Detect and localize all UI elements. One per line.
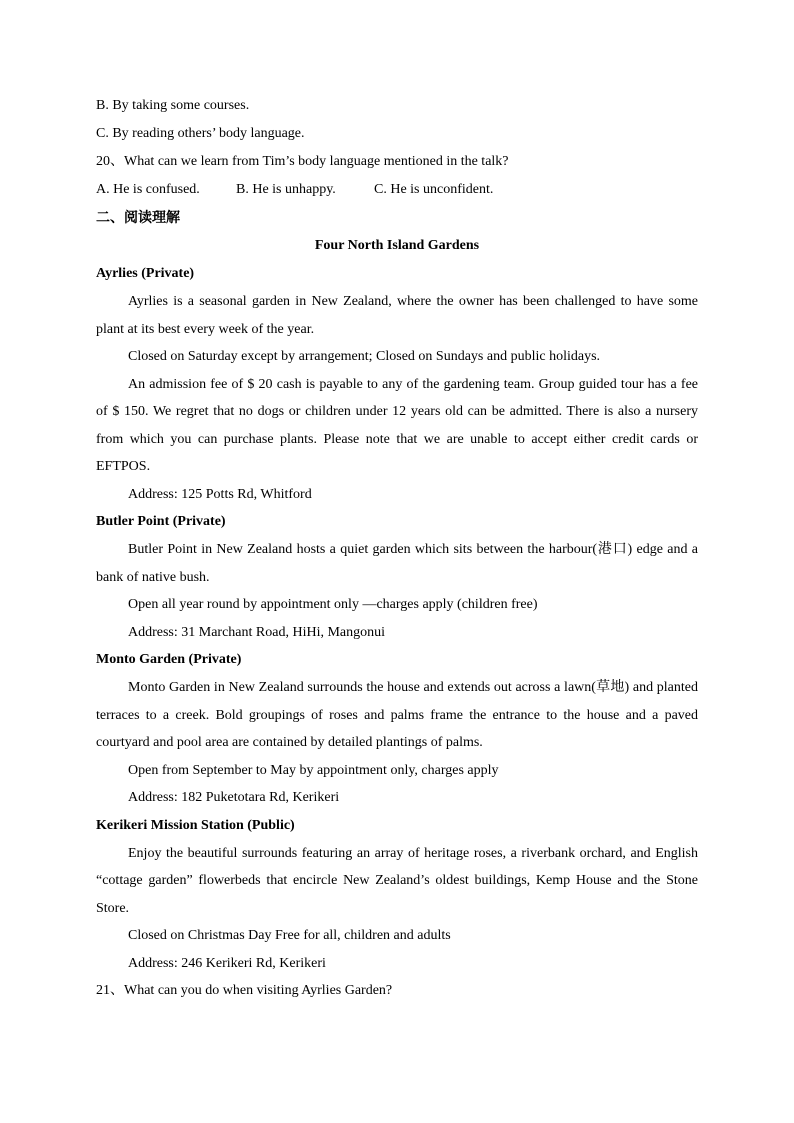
garden-name: Kerikeri Mission Station (Public) — [96, 817, 295, 833]
q20-option-c: C. He is unconfident. — [374, 182, 494, 197]
garden-name: Monto Garden (Private) — [96, 652, 242, 667]
garden-description: Butler Point in New Zealand hosts a quiet garden which sits between the harbour(港口) edge and a bank of native bush. — [96, 542, 698, 585]
q20-question: 20、What can we learn from Tim’s body language mentioned in the talk? — [96, 154, 509, 169]
garden-hours: Closed on Saturday except by arrangement; Closed on Sundays and public holidays. — [128, 349, 601, 364]
garden-address: Address: 246 Kerikeri Rd, Kerikeri — [128, 955, 326, 971]
garden-name: Ayrlies (Private) — [96, 266, 195, 281]
garden-description: Enjoy the beautiful surrounds featuring an array of heritage roses, a riverbank orchard, and English “cottage garden” flowerbeds that encircle New Zealand’s oldest buildings, Kemp House and the Stone Store. — [96, 845, 698, 916]
exam-page — [96, 92, 698, 1005]
garden-fees: An admission fee of $ 20 cash is payable to any of the gardening team. Group guided tour has a fee of $ 150. We regret that no dogs or children under 12 years old can be admitted. There is also a nursery from which you can purchase plants. Please note that we are unable to accept either credit cards or EFTPOS. — [96, 376, 698, 474]
garden-name: Butler Point (Private) — [96, 514, 226, 529]
garden-hours: Closed on Christmas Day Free for all, children and adults — [128, 928, 451, 943]
q19-option-b: B. By taking some courses. — [96, 98, 250, 113]
q20-option-b: B. He is unhappy. — [236, 182, 336, 197]
q20-option-a: A. He is confused. — [96, 182, 200, 197]
garden-hours: Open from September to May by appointment only, charges apply — [128, 762, 499, 778]
garden-address: Address: 31 Marchant Road, HiHi, Mangonui — [128, 624, 386, 640]
garden-description: Monto Garden in New Zealand surrounds the house and extends out across a lawn(草地) and planted terraces to a creek. Bold groupings of roses and palms frame the entrance to the house and a paved courtyard and pool area are contained by detailed plantings of palms. — [96, 680, 698, 750]
garden-address: Address: 182 Puketotara Rd, Kerikeri — [128, 790, 340, 805]
garden-hours: Open all year round by appointment only —charges apply (children free) — [128, 597, 538, 612]
q21-question: 21、What can you do when visiting Ayrlies Garden? — [96, 983, 393, 998]
garden-description: Ayrlies is a seasonal garden in New Zealand, where the owner has been challenged to have some plant at its best every week of the year. — [96, 294, 698, 337]
article-title: Four North Island Gardens — [314, 238, 480, 253]
q19-option-c: C. By reading others’ body language. — [96, 126, 305, 141]
q20-options — [96, 176, 698, 204]
section-heading: 二、阅读理解 — [96, 210, 180, 226]
garden-address: Address: 125 Potts Rd, Whitford — [128, 486, 312, 502]
